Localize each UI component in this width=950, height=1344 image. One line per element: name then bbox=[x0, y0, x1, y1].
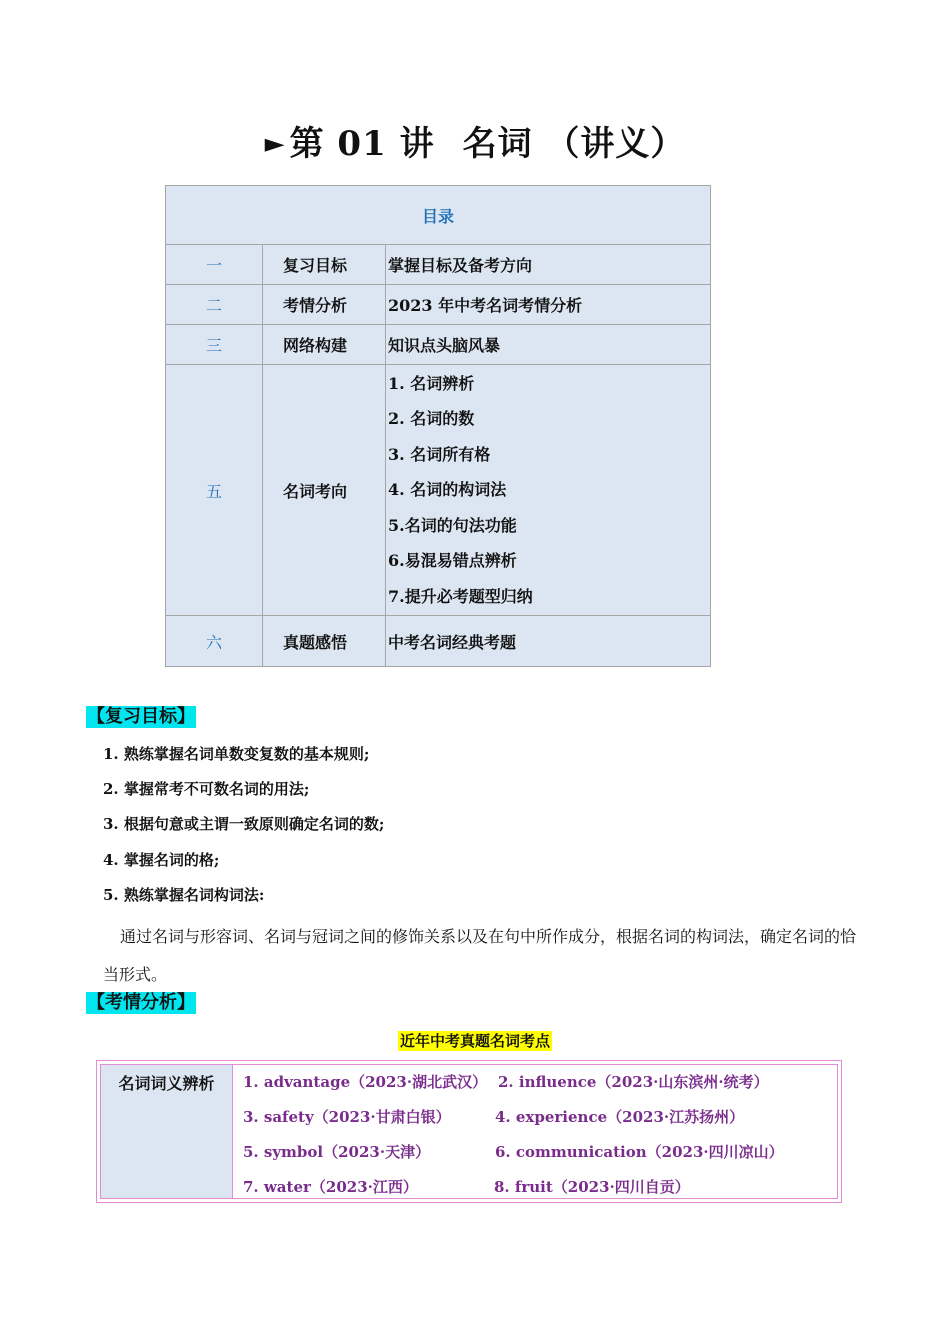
goal-item: 3. 根据句意或主谓一致原则确定名词的数; bbox=[103, 815, 385, 833]
exam-point: 7. water（2023·江西） bbox=[243, 1178, 418, 1196]
goal-item: 5. 熟练掌握名词构词法: bbox=[103, 886, 265, 904]
goal-item: 4. 掌握名词的格; bbox=[103, 851, 220, 869]
goal-item: 1. 熟练掌握名词单数变复数的基本规则; bbox=[103, 745, 370, 763]
goal-item: 2. 掌握常考不可数名词的用法; bbox=[103, 780, 310, 798]
section-tag-exam-analysis: 【考情分析】 bbox=[87, 992, 195, 1013]
toc-row bbox=[166, 365, 711, 616]
exam-points-category: 名词词义辨析 bbox=[101, 1065, 233, 1198]
lecture-number: 第 01 讲 bbox=[289, 124, 435, 164]
exam-point: 8. fruit（2023·四川自贡） bbox=[494, 1178, 690, 1196]
toc-num: 六 bbox=[166, 616, 263, 667]
toc-desc: 2023 年中考名词考情分析 bbox=[386, 285, 711, 325]
toc-subitem: 5.名词的句法功能 bbox=[388, 515, 517, 535]
exam-points-table bbox=[96, 1060, 842, 1203]
toc-row bbox=[166, 325, 711, 365]
exam-points-inner bbox=[100, 1064, 838, 1199]
toc-name: 真题感悟 bbox=[263, 616, 386, 667]
analysis-subtitle-text: 近年中考真题名词考点 bbox=[399, 1032, 550, 1050]
toc-header: 目录 bbox=[166, 186, 711, 245]
toc-name: 复习目标 bbox=[263, 245, 386, 285]
toc-name: 考情分析 bbox=[263, 285, 386, 325]
toc-row bbox=[166, 616, 711, 667]
toc-desc: 知识点头脑风暴 bbox=[386, 325, 711, 365]
toc-subitem: 2. 名词的数 bbox=[388, 409, 475, 429]
exam-point: 5. symbol（2023·天津） bbox=[243, 1143, 431, 1161]
toc-subitem: 4. 名词的构词法 bbox=[388, 480, 507, 500]
toc-subitem: 6.易混易错点辨析 bbox=[388, 551, 517, 571]
exam-point: 1. advantage（2023·湖北武汉） bbox=[243, 1073, 488, 1091]
toc-desc: 掌握目标及备考方向 bbox=[386, 245, 711, 285]
toc-num: 五 bbox=[166, 365, 263, 616]
toc-subitem: 7.提升必考题型归纳 bbox=[388, 586, 533, 606]
goal-paragraph: 通过名词与形容词、名词与冠词之间的修饰关系以及在句中所作成分，根据名词的构词法，确定名词的恰当形式。 bbox=[103, 927, 857, 984]
toc-row bbox=[166, 285, 711, 325]
lecture-topic: 名词 （讲义） bbox=[462, 124, 686, 164]
exam-point: 3. safety（2023·甘肃白银） bbox=[243, 1108, 451, 1126]
toc-name: 名词考向 bbox=[263, 365, 386, 616]
analysis-subtitle bbox=[0, 1030, 950, 1051]
toc-num: 二 bbox=[166, 285, 263, 325]
toc-num: 三 bbox=[166, 325, 263, 365]
toc-desc: 中考名词经典考题 bbox=[386, 616, 711, 667]
exam-point: 4. experience（2023·江苏扬州） bbox=[495, 1108, 745, 1126]
toc-name: 网络构建 bbox=[263, 325, 386, 365]
toc-subitem: 3. 名词所有格 bbox=[388, 444, 491, 464]
toc-subitem: 1. 名词辨析 bbox=[388, 373, 475, 393]
toc-row bbox=[166, 245, 711, 285]
page-title bbox=[0, 116, 950, 165]
exam-point: 2. influence（2023·山东滨州·统考） bbox=[498, 1073, 769, 1091]
toc-num: 一 bbox=[166, 245, 263, 285]
triangle-right-icon: ► bbox=[264, 129, 286, 159]
toc-subitems bbox=[386, 365, 711, 616]
table-of-contents bbox=[165, 185, 711, 667]
section-tag-review-goals: 【复习目标】 bbox=[87, 706, 195, 727]
exam-point: 6. communication（2023·四川凉山） bbox=[495, 1143, 784, 1161]
